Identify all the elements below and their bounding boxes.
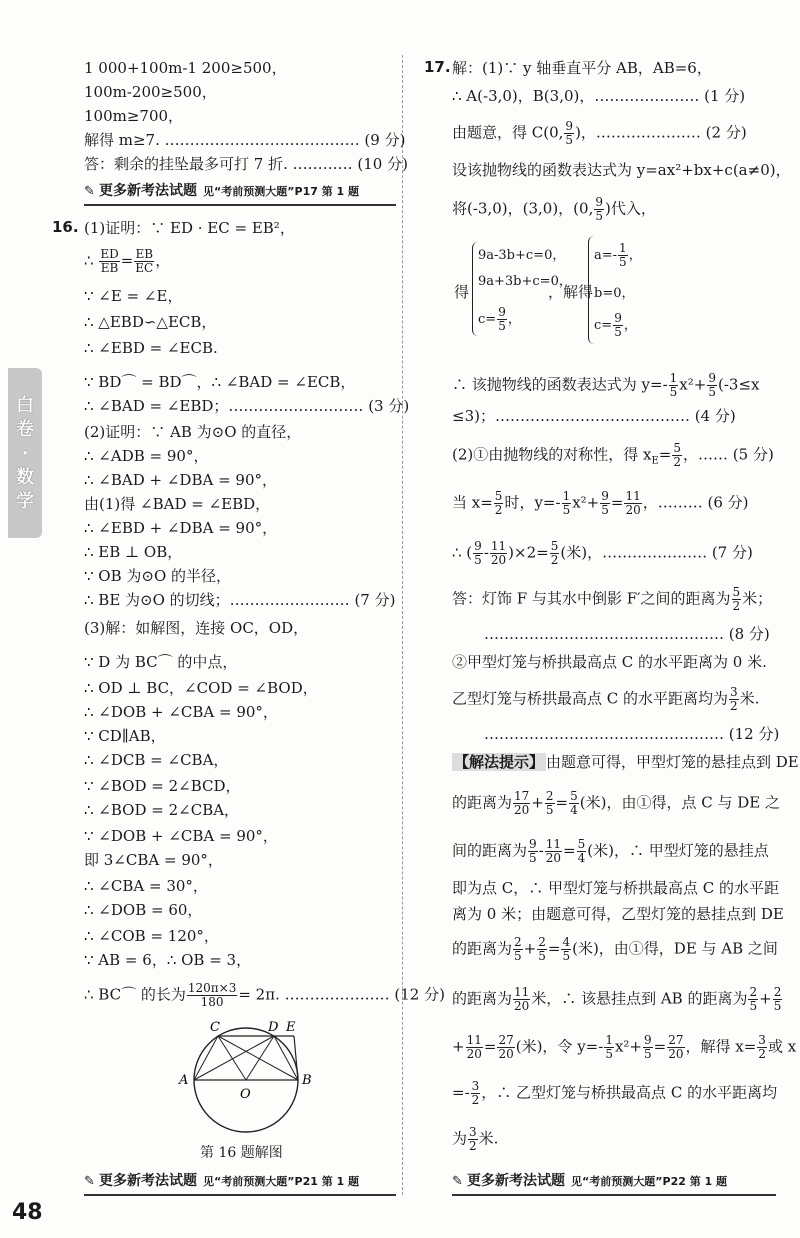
text-line: ∴ 该抛物线的函数表达式为 y=- $\frac{1}{5}$ x²+ $\frac{9}{5}$ (-3≤x	[452, 371, 760, 399]
pen-icon: ✎	[84, 1174, 95, 1189]
text-line: ∴ ∠BAD = ∠EBD；……………………… (3 分)	[84, 397, 410, 415]
pen-icon: ✎	[452, 1174, 463, 1189]
text-line: ∴ EB ⊥ OB，	[84, 543, 183, 561]
banner-ref: 见“考前预测大题”P21 第 1 题	[203, 1175, 360, 1188]
text-line: ∴ ∠CBA = 30°，	[84, 877, 208, 895]
more-questions-banner	[452, 1170, 776, 1196]
text-line: 当 x= $\frac{5}{2}$ 时，y=- $\frac{1}{5}$ x²+ $\frac{9}{5}$ = $\frac{11}{20}$ ，……… (6 分)	[452, 489, 749, 517]
text-line: 设该抛物线的函数表达式为 y=ax²+bx+c(a≠0)，	[452, 161, 791, 179]
text-line: ∵ OB 为⊙O 的半径，	[84, 567, 232, 585]
figure-caption: 第 16 题解图	[200, 1145, 283, 1161]
text-line: ∵ ∠DOB + ∠CBA = 90°，	[84, 827, 278, 845]
label-b: B	[302, 1073, 312, 1088]
equation: 9a-3b+c=0，	[478, 248, 566, 263]
text-line: =- $\frac{3}{2}$ ，∴ 乙型灯笼与桥拱最高点 C 的水平距离均	[452, 1079, 778, 1107]
text-line: ∴ ∠EBD = ∠ECB.	[84, 339, 218, 357]
text-line: + $\frac{11}{20}$ = $\frac{27}{20}$ (米)，令 y=- $\frac{1}{5}$ x²+ $\frac{9}{5}$ = $\frac{27}{20}$ ，解得 x= $\frac{3}{2}$ 或 x	[452, 1033, 797, 1061]
banner-title: 更多新考法试题	[99, 1173, 198, 1189]
text-line: 离为 0 米；由题意可得，乙型灯笼的悬挂点到 DE	[452, 905, 784, 923]
equation: c= $\frac{9}{5}$ ，	[594, 311, 637, 339]
text-line: 的距离为 $\frac{17}{20}$ + $\frac{2}{5}$ = $\frac{5}{4}$ (米)，由①得，点 C 与 DE 之	[452, 789, 780, 817]
equation: 9a+3b+c=0，	[478, 274, 572, 289]
text-line: ∴ ∠DOB = 60，	[84, 901, 203, 919]
text-line: 得	[454, 283, 470, 301]
text-line: ∴ ∠ADB = 90°，	[84, 447, 209, 465]
text-line: 为 $\frac{3}{2}$ 米.	[452, 1125, 499, 1153]
text-line: ∴ ∠BAD + ∠DBA = 90°，	[84, 471, 278, 489]
banner-title: 更多新考法试题	[467, 1173, 566, 1189]
text-line: ∵ CD∥AB，	[84, 727, 166, 745]
text-line: 100m-200≥500，	[84, 83, 217, 101]
text-line: ………………………………………… (12 分)	[484, 725, 780, 743]
label-a: A	[179, 1073, 189, 1088]
text-line: 答：剩余的挂坠最多可打 7 折. ………… (10 分)	[84, 155, 408, 173]
fraction: $\frac{EB}{EC}$	[135, 247, 154, 275]
text-line: (3)解：如解图，连接 OC，OD，	[84, 619, 309, 637]
page-number: 48	[12, 1200, 43, 1225]
text-line: ∴ ∠EBD + ∠DBA = 90°，	[84, 519, 278, 537]
text-line: ∴ △EBD∽△ECB，	[84, 313, 217, 331]
side-tab	[8, 368, 42, 538]
text-line: ∴ $\frac{ED}{EB}$ = $\frac{EB}{EC}$ ，	[84, 247, 171, 275]
text-line: ≤3)；………………………………… (4 分)	[452, 407, 736, 425]
text-line: ∵ ∠E = ∠E，	[84, 287, 183, 305]
question-number: 16.	[52, 218, 79, 236]
text-line: ∴ ∠BOD = 2∠CBA，	[84, 801, 240, 819]
tip-label: 【解法提示】	[454, 753, 545, 771]
more-questions-banner	[84, 1170, 396, 1196]
text-line: ………………………………………… (8 分)	[484, 625, 770, 643]
text-line: ∵ BD⌒ = BD⌒，∴ ∠BAD = ∠ECB，	[84, 373, 356, 391]
banner-ref: 见“考前预测大题”P17 第 1 题	[203, 185, 360, 198]
text-line: ②甲型灯笼与桥拱最高点 C 的水平距离为 0 米.	[452, 653, 767, 671]
more-questions-banner	[84, 180, 396, 206]
side-tab-label: 白卷·数学	[16, 395, 34, 512]
text-line: ∴ BC⌒ 的长为 $\frac{120\pi\times 3}{180}$ = 2π. ………………… (12 分)	[84, 981, 445, 1009]
column-divider	[402, 55, 403, 1195]
text-line: 100m≥700，	[84, 107, 184, 125]
therefore: ∴	[84, 251, 94, 270]
geometry-figure	[176, 1018, 316, 1136]
fraction: $\frac{9}{5}$	[565, 119, 574, 147]
text-line: (2)证明：∵ AB 为⊙O 的直径，	[84, 423, 302, 441]
text-line: ∴ ∠COB = 120°，	[84, 927, 219, 945]
text-line: ，解得	[548, 283, 594, 301]
label-d: D	[268, 1020, 279, 1035]
text-line: ∴ ( $\frac{9}{5}$ - $\frac{11}{20}$ )×2= $\frac{5}{2}$ (米)，………………… (7 分)	[452, 539, 753, 567]
label-c: C	[210, 1020, 220, 1035]
text-line: 即 3∠CBA = 90°，	[84, 851, 223, 869]
question-number: 17.	[424, 58, 451, 76]
text-line: 由(1)得 ∠BAD = ∠EBD，	[84, 495, 271, 513]
text-line: 乙型灯笼与桥拱最高点 C 的水平距离均为 $\frac{3}{2}$ 米.	[452, 685, 760, 713]
text-line: ∵ AB = 6，∴ OB = 3，	[84, 951, 252, 969]
fraction: $\frac{9}{5}$	[595, 195, 603, 223]
fraction: $\frac{ED}{EB}$	[100, 247, 119, 275]
label-o: O	[240, 1087, 251, 1102]
label-e: E	[286, 1020, 296, 1035]
banner-title: 更多新考法试题	[99, 183, 198, 199]
text-line: 的距离为 $\frac{2}{5}$ + $\frac{2}{5}$ = $\frac{4}{5}$ (米)，由①得，DE 与 AB 之间	[452, 935, 778, 963]
text-line: ∴ BE 为⊙O 的切线；…………………… (7 分)	[84, 591, 396, 609]
text-line: 间的距离为 $\frac{9}{5}$ - $\frac{11}{20}$ = $\frac{5}{4}$ (米)，∴ 甲型灯笼的悬挂点	[452, 837, 769, 865]
pen-icon: ✎	[84, 184, 95, 199]
text-line: (2)①由抛物线的对称性，得 $x_E=$ $\frac{5}{2}$ ，…… (5 分)	[452, 441, 774, 469]
text-line: ∴ A(-3,0)，B(3,0)，………………… (1 分)	[452, 87, 746, 105]
text-line: ∴ ∠DOB + ∠CBA = 90°，	[84, 703, 278, 721]
equation: a=- $\frac{1}{5}$ ，	[594, 241, 642, 269]
text-line: 的距离为 $\frac{11}{20}$ 米，∴ 该悬挂点到 AB 的距离为 $\frac{2}{5}$ + $\frac{2}{5}$	[452, 985, 782, 1013]
text-line: 答：灯饰 F 与其水中倒影 F′之间的距离为 $\frac{5}{2}$ 米；	[452, 585, 773, 613]
text-line: 【解法提示】 由题意可得，甲型灯笼的悬挂点到 DE	[454, 753, 799, 771]
text-line: ∴ ∠DCB = ∠CBA，	[84, 751, 229, 769]
fraction: $\frac{120\pi\times 3}{180}$	[187, 981, 237, 1009]
text-line: 解得 m≥7. ………………………………… (9 分)	[84, 131, 406, 149]
text-line: 由题意，得 C(0, $\frac{9}{5}$ )，………………… (2 分)	[452, 119, 747, 147]
banner-ref: 见“考前预测大题”P22 第 1 题	[571, 1175, 728, 1188]
text-line: ∵ ∠BOD = 2∠BCD，	[84, 777, 241, 795]
text-line: 1 000+100m-1 200≥500，	[84, 59, 287, 77]
text-line: (1)证明：∵ ED · EC = EB²，	[84, 219, 295, 237]
text-line: 解：(1)∵ y 轴垂直平分 AB，AB=6，	[452, 59, 712, 77]
equation: c= $\frac{9}{5}$ ，	[478, 305, 521, 333]
text-line: 将(-3,0)，(3,0)，(0, $\frac{9}{5}$ )代入，	[452, 195, 656, 223]
text-line: ∵ D 为 BC⌒ 的中点，	[84, 653, 238, 671]
equation: b=0，	[594, 286, 635, 301]
text-line: ∴ OD ⊥ BC，∠COD = ∠BOD，	[84, 679, 318, 697]
text-line: 即为点 C，∴ 甲型灯笼与桥拱最高点 C 的水平距	[452, 879, 780, 897]
